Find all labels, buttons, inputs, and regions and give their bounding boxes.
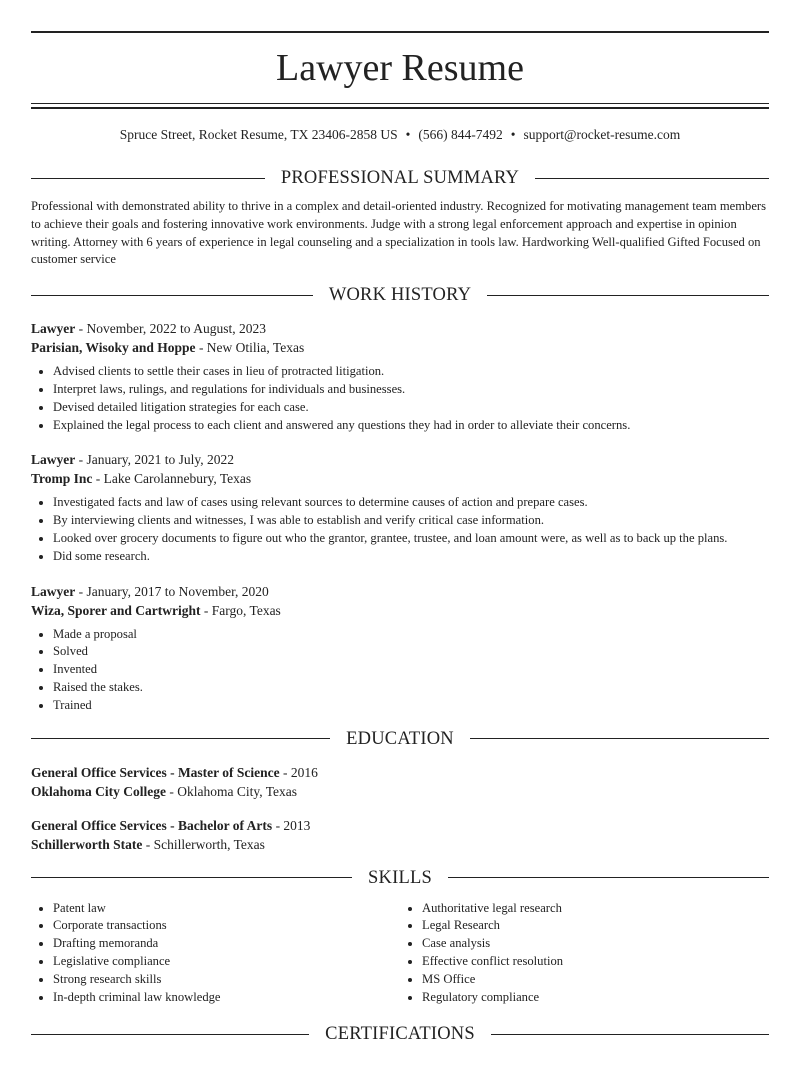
divider-line bbox=[535, 178, 769, 179]
education-degree: General Office Services - Master of Science bbox=[31, 764, 280, 780]
skill-item: • Regulatory compliance bbox=[422, 989, 769, 1007]
job-location: - New Otilia, Texas bbox=[195, 340, 305, 356]
list-item: • Trained bbox=[53, 697, 769, 715]
title-double-rule bbox=[31, 103, 769, 109]
skills-grid bbox=[31, 900, 769, 1007]
section-title: WORK HISTORY bbox=[328, 285, 472, 306]
skill-item: • Patent law bbox=[53, 900, 400, 918]
contact-separator: • bbox=[405, 127, 411, 142]
list-item: • Devised detailed litigation strategies for each case. bbox=[53, 399, 769, 417]
education-school: Schillerworth State bbox=[31, 836, 143, 852]
section-title: SKILLS bbox=[368, 867, 432, 888]
skill-item: • In-depth criminal law knowledge bbox=[53, 989, 400, 1007]
job-bullets bbox=[31, 494, 769, 565]
section-title: EDUCATION bbox=[346, 728, 454, 749]
list-item: • Advised clients to settle their cases in lieu of protracted litigation. bbox=[53, 363, 769, 381]
skill-item: • Corporate transactions bbox=[53, 917, 400, 935]
job-location: - Lake Carolannebury, Texas bbox=[92, 471, 252, 487]
summary-text: Professional with demonstrated ability to thrive in a complex and detail-oriented industry. Recognized for motivating management team members to achieve their goals and fostering innovative work environments. Judge with a strong legal enforcement approach and expertise in opinion writing. Attorney with 6 years of experience in legal counseling and a specialization in tools law. Hardworking Well-qualified Gifted Focused on customer service bbox=[31, 199, 767, 267]
divider-line bbox=[487, 295, 769, 296]
skill-item: • Legislative compliance bbox=[53, 953, 400, 971]
section-title: PROFESSIONAL SUMMARY bbox=[280, 168, 520, 188]
section-heading-certifications bbox=[31, 1022, 769, 1046]
skill-item: • MS Office bbox=[422, 971, 769, 989]
section-heading-summary bbox=[31, 166, 769, 190]
job-employer: Tromp Inc bbox=[31, 471, 93, 487]
skill-item: • Legal Research bbox=[422, 917, 769, 935]
list-item: • Looked over grocery documents to figure out who the grantor, grantee, trustee, and loan amount were, as well as to back up the plans. bbox=[53, 530, 769, 548]
section-title: CERTIFICATIONS bbox=[325, 1024, 475, 1045]
education-school: Oklahoma City College bbox=[31, 783, 166, 799]
job-role: Lawyer bbox=[31, 321, 76, 337]
divider-line bbox=[31, 295, 313, 296]
skill-item: • Authoritative legal research bbox=[422, 900, 769, 918]
contact-separator: • bbox=[510, 127, 516, 142]
skill-item: • Strong research skills bbox=[53, 971, 400, 989]
job-entry bbox=[31, 582, 769, 715]
education-entry bbox=[31, 763, 769, 801]
list-item: • Investigated facts and law of cases using relevant sources to determine causes of action and prepare cases. bbox=[53, 494, 769, 512]
divider-line bbox=[31, 178, 265, 179]
section-heading-work bbox=[31, 283, 769, 307]
job-role: Lawyer bbox=[31, 452, 76, 468]
divider-line bbox=[31, 877, 352, 878]
list-item: • Raised the stakes. bbox=[53, 679, 769, 697]
job-location: - Fargo, Texas bbox=[200, 602, 281, 618]
contact-email: support@rocket-resume.com bbox=[523, 127, 681, 142]
divider-line bbox=[448, 877, 769, 878]
resume-page bbox=[0, 31, 800, 1046]
education-year: - 2013 bbox=[272, 817, 311, 833]
education-year: - 2016 bbox=[279, 764, 318, 780]
skill-item: • Drafting memoranda bbox=[53, 935, 400, 953]
contact-phone: (566) 844-7492 bbox=[418, 127, 503, 142]
contact-line bbox=[31, 126, 769, 144]
divider-line bbox=[31, 738, 330, 739]
job-employer: Parisian, Wisoky and Hoppe bbox=[31, 340, 196, 356]
skills-column-left bbox=[31, 900, 400, 1007]
section-heading-education bbox=[31, 727, 769, 751]
job-bullets bbox=[31, 626, 769, 715]
contact-address: Spruce Street, Rocket Resume, TX 23406-2858 US bbox=[119, 127, 398, 142]
list-item: • Solved bbox=[53, 643, 769, 661]
job-dates: - January, 2021 to July, 2022 bbox=[75, 452, 234, 468]
resume-title: Lawyer Resume bbox=[276, 47, 524, 89]
job-bullets bbox=[31, 363, 769, 434]
education-location: - Oklahoma City, Texas bbox=[166, 783, 298, 799]
job-entry bbox=[31, 319, 769, 434]
divider-line bbox=[470, 738, 769, 739]
list-item: • Made a proposal bbox=[53, 626, 769, 644]
education-degree: General Office Services - Bachelor of Arts bbox=[31, 817, 273, 833]
list-item: • Did some research. bbox=[53, 548, 769, 566]
job-entry bbox=[31, 450, 769, 565]
list-item: • Interpret laws, rulings, and regulations for individuals and businesses. bbox=[53, 381, 769, 399]
skills-column-right bbox=[400, 900, 769, 1007]
list-item: • By interviewing clients and witnesses, I was able to establish and verify critical case information. bbox=[53, 512, 769, 530]
skill-item: • Case analysis bbox=[422, 935, 769, 953]
education-location: - Schillerworth, Texas bbox=[142, 836, 265, 852]
list-item: • Invented bbox=[53, 661, 769, 679]
list-item: • Explained the legal process to each client and answered any questions they had in order to alleviate their concerns. bbox=[53, 417, 769, 435]
education-entry bbox=[31, 816, 769, 854]
job-dates: - January, 2017 to November, 2020 bbox=[75, 583, 269, 599]
section-heading-skills bbox=[31, 866, 769, 890]
job-role: Lawyer bbox=[31, 583, 76, 599]
job-employer: Wiza, Sporer and Cartwright bbox=[31, 602, 201, 618]
top-rule bbox=[31, 31, 769, 33]
skill-item: • Effective conflict resolution bbox=[422, 953, 769, 971]
job-dates: - November, 2022 to August, 2023 bbox=[75, 321, 266, 337]
